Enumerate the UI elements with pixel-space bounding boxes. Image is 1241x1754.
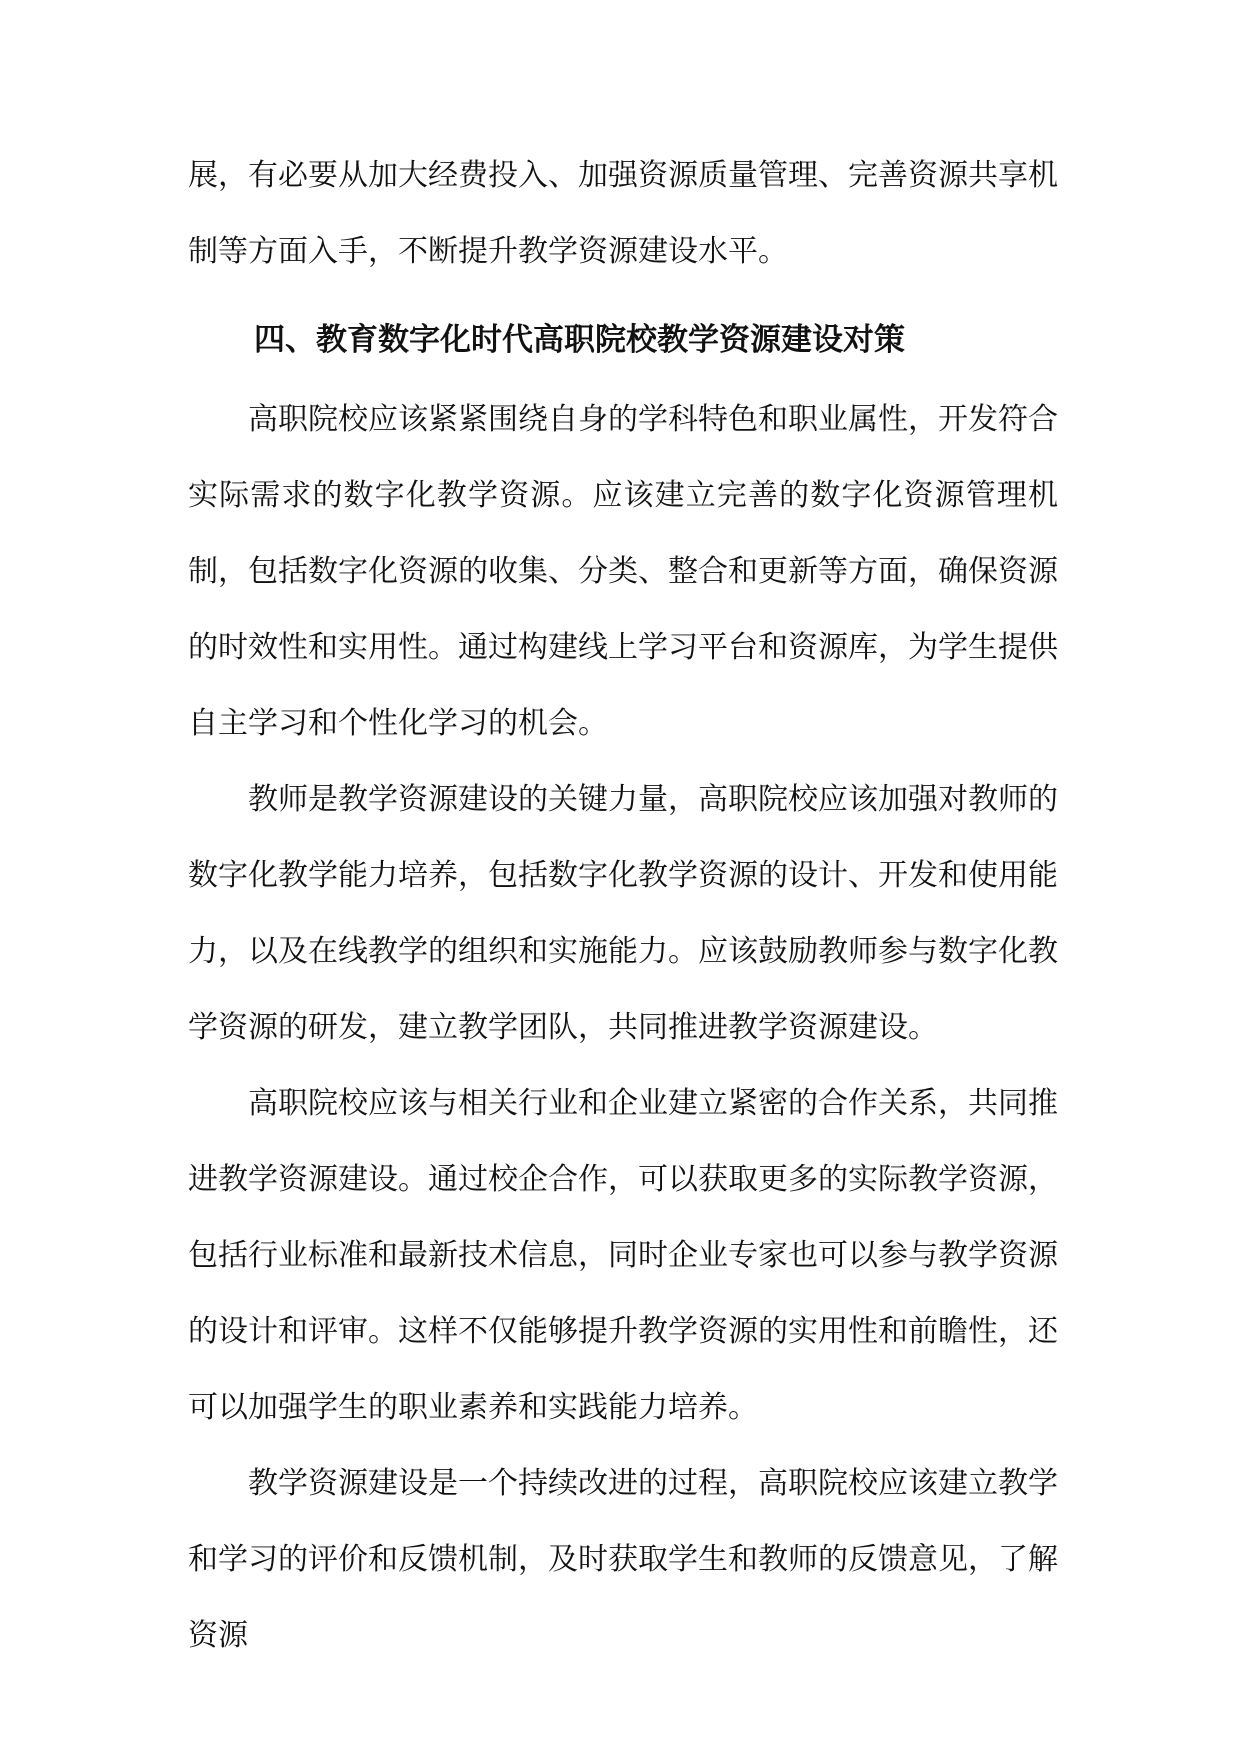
- paragraph-industry-cooperation: 高职院校应该与相关行业和企业建立紧密的合作关系，共同推进教学资源建设。通过校企合作，可以获取更多的实际教学资源，包括行业标准和最新技术信息，同时企业专家也可以参与教学资源的设计和评审。这样不仅能够提升教学资源的实用性和前瞻性，还可以加强学生的职业素养和实践能力培养。: [188, 1086, 1058, 1425]
- spacer: [188, 360, 1058, 382]
- continued-paragraph: 展，有必要从加大经费投入、加强资源质量管理、完善资源共享机制等方面入手，不断提升教学资源建设水平。: [188, 158, 1058, 269]
- section-heading: 四、教育数字化时代高职院校教学资源建设对策: [254, 322, 905, 358]
- spacer: [188, 290, 1058, 320]
- paragraph-teacher-capability: 教师是教学资源建设的关键力量，高职院校应该加强对教师的数字化教学能力培养，包括数字化教学资源的设计、开发和使用能力，以及在线教学的组织和实施能力。应该鼓励教师参与数字化教学资源的研发，建立教学团队，共同推进教学资源建设。: [188, 782, 1058, 1045]
- paragraph-evaluation-feedback: 教学资源建设是一个持续改进的过程，高职院校应该建立教学和学习的评价和反馈机制，及时获取学生和教师的反馈意见，了解资源: [188, 1466, 1058, 1653]
- paragraph-digital-resources: 高职院校应该紧紧围绕自身的学科特色和职业属性，开发符合实际需求的数字化教学资源。应该建立完善的数字化资源管理机制，包括数字化资源的收集、分类、整合和更新等方面，确保资源的时效性和实用性。通过构建线上学习平台和资源库，为学生提供自主学习和个性化学习的机会。: [188, 402, 1058, 741]
- document-body: [188, 138, 1058, 1674]
